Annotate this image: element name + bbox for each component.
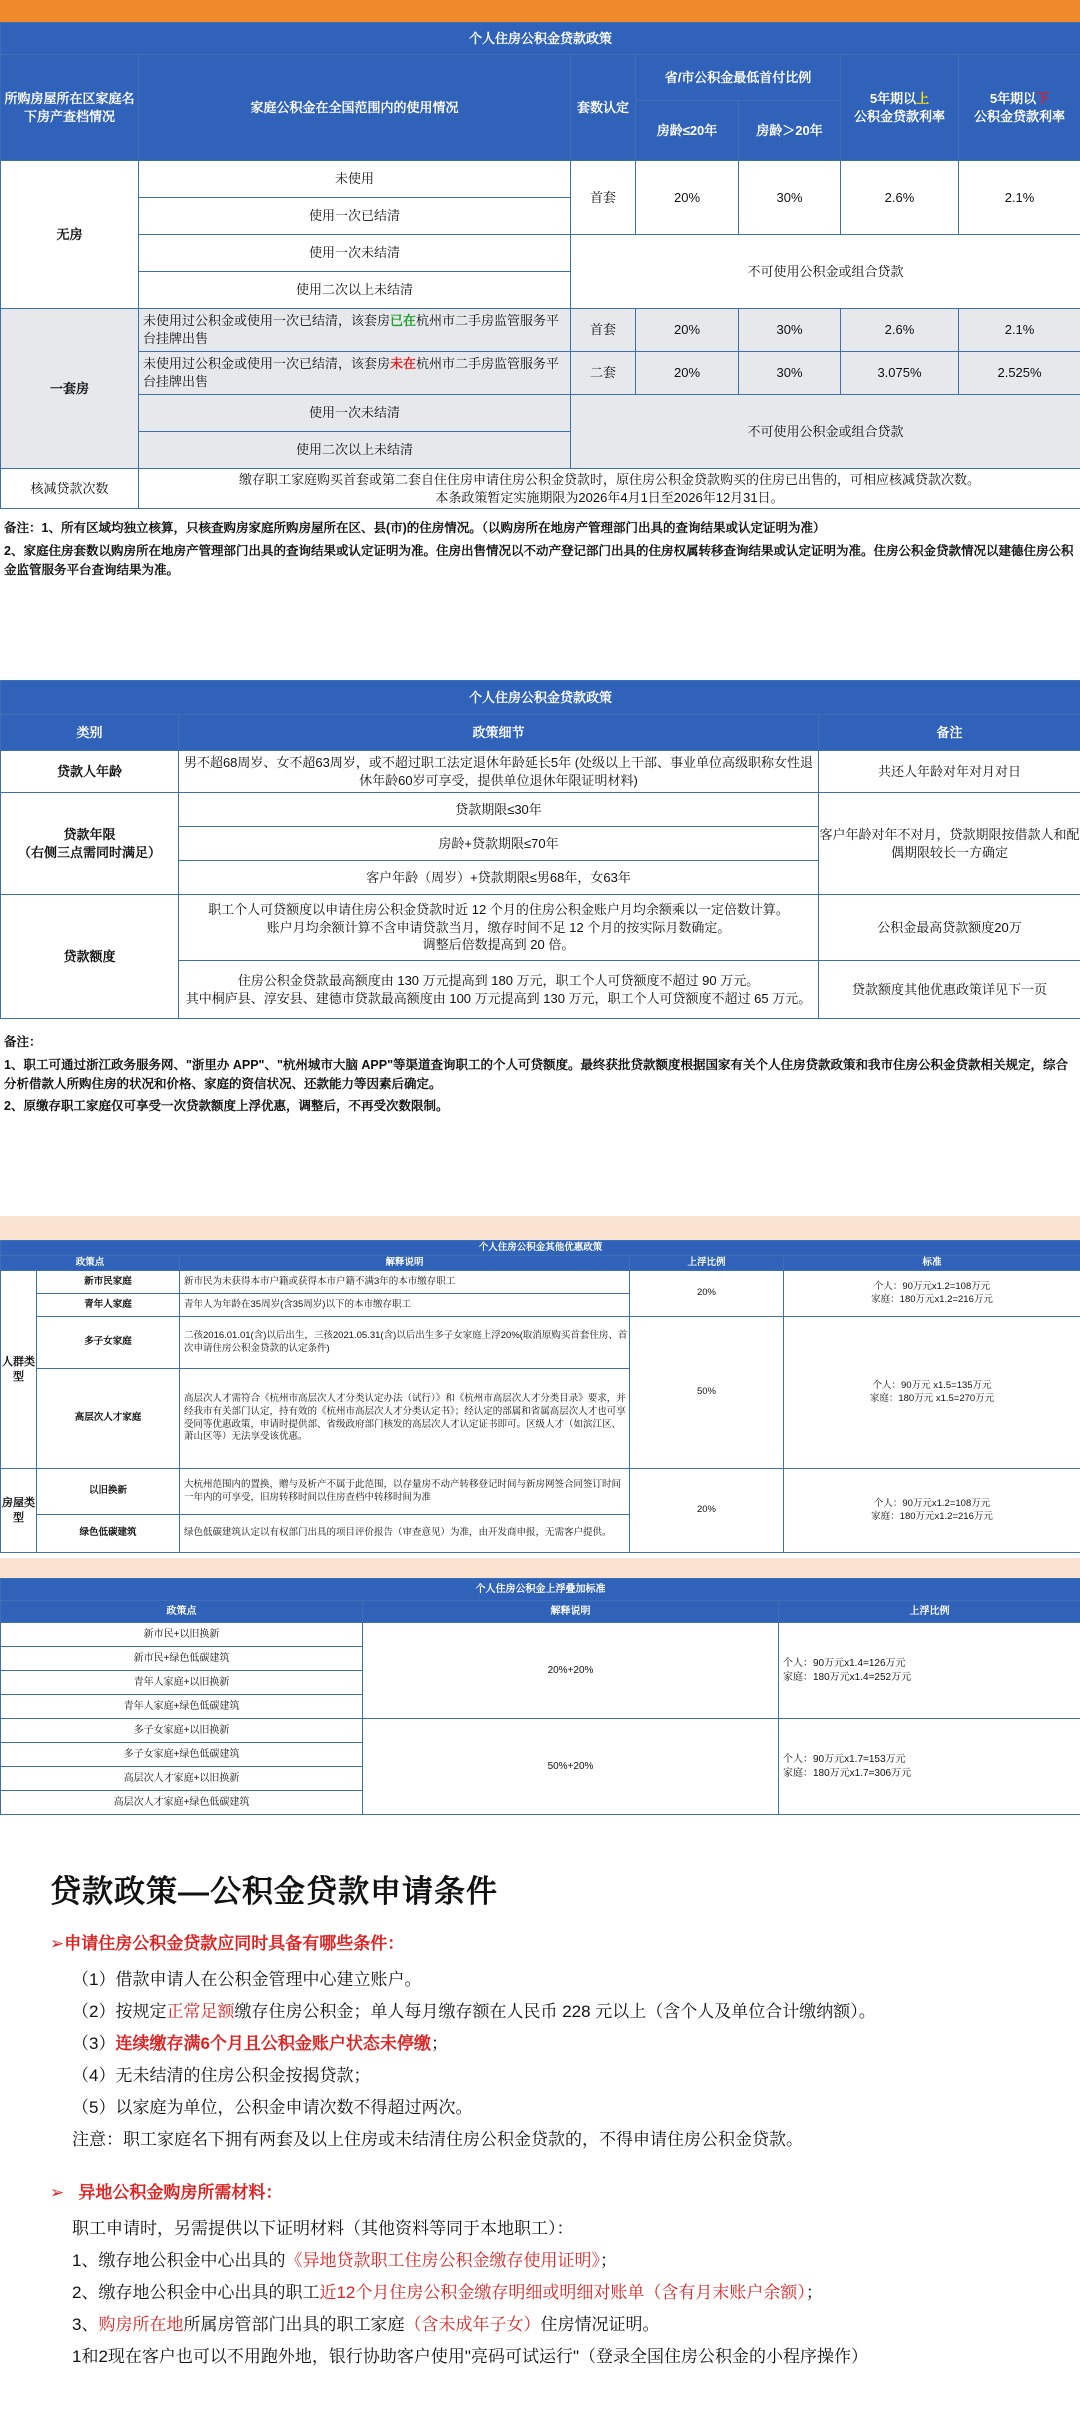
youth-desc: 青年人为年龄在35周岁(含35周岁)以下的本市缴存职工: [180, 1294, 630, 1317]
amount-label: 贷款额度: [1, 895, 179, 1019]
conditions-note: 注意：职工家庭名下拥有两套及以上住房或未结清住房公积金贷款的，不得申请住房公积金贷款。: [72, 2130, 803, 2149]
up-20: 20%: [630, 1271, 784, 1317]
swap-desc: 大杭州范围内的置换，赠与及析产不属于此范围，以存量房不动产转移登记时间与新房网签合同签订时间一年内的可享受，旧房转移时间以住房查档中转移时间为准: [180, 1469, 630, 1515]
usage-row: 使用二次以上未结清: [139, 272, 571, 309]
header-set: 套数认定: [571, 55, 636, 161]
note-2: 2、原缴存职工家庭仅可享受一次贷款额度上浮优惠，调整后，不再受次数限制。: [4, 1099, 449, 1114]
up-20b: 20%: [630, 1469, 784, 1553]
header-detail: 政策细节: [179, 715, 819, 751]
combo-row: 高层次人才家庭+绿色低碳建筑: [1, 1791, 363, 1815]
peach-band-2: [0, 1558, 1080, 1578]
reduce-text: 缴存职工家庭购买首套或第二套自住住房申请住房公积金贷款时，原住房公积金贷款购买的住房已出售的，可相应核减贷款次数。 本条政策暂定实施期限为2026年4月1日至2026年12月31日。: [139, 469, 1080, 509]
term-rule-2: 房龄+贷款期限≤70年: [179, 827, 819, 861]
material-2: 2、缴存地公积金中心出具的职工近12个月住房公积金缴存明细或明细对账单（含有月末账户余额）；: [72, 2283, 823, 2302]
table-title: 个人住房公积金贷款政策: [1, 23, 1080, 55]
arrow-icon: ➢: [50, 2183, 79, 2202]
combo-std-2: 个人：90万元x1.7=153万元 家庭：180万元x1.7=306万元: [779, 1719, 1080, 1815]
first-rate-below: 2.1%: [959, 161, 1080, 235]
note-1: 备注：1、所有区域均独立核算，只核查购房家庭所购房屋所在区、县(市)的住房情况。（以购房所在地房产管理部门出具的查询结果或认定证明为准）: [4, 521, 826, 535]
term-note: 客户年龄对年不对月，贷款期限按借款人和配偶期限较长一方确定: [819, 793, 1080, 895]
table-title: 个人住房公积金贷款政策: [1, 681, 1080, 715]
first-ratio-1: 20%: [636, 309, 739, 352]
usage-row: 使用一次未结清: [139, 235, 571, 272]
term-label: 贷款年限 （右侧三点需同时满足）: [1, 793, 179, 895]
age-note: 共还人年龄对年对月对日: [819, 751, 1080, 793]
second-rate-below: 2.525%: [959, 352, 1080, 395]
std-50: 个人：90万元 x1.5=135万元 家庭：180万元 x1.5=270万元: [784, 1317, 1080, 1469]
amount-note-1: 公积金最高贷款额度20万: [819, 895, 1080, 961]
first-set: 首套: [571, 309, 636, 352]
usage-row-listed: 未使用过公积金或使用一次已结清，该套房已在杭州市二手房监管服务平台挂牌出售: [139, 309, 571, 352]
loan-policy-table-2: [0, 680, 1080, 1120]
policy-title: 贷款政策—公积金贷款申请条件: [50, 1874, 498, 1909]
condition-3: （3）连续缴存满6个月且公积金账户状态未停缴；: [72, 2034, 448, 2053]
header-category: 类别: [1, 715, 179, 751]
new-resident: 新市民家庭: [37, 1271, 180, 1294]
first-rate-above: 2.6%: [841, 309, 959, 352]
green-building: 绿色低碳建筑: [37, 1515, 180, 1553]
second-ratio-1: 20%: [636, 352, 739, 395]
first-rate-below: 2.1%: [959, 309, 1080, 352]
combo-row: 青年人家庭+绿色低碳建筑: [1, 1695, 363, 1719]
term-rule-3: 客户年龄（周岁）+贷款期限≤男68年，女63年: [179, 861, 819, 895]
age-text: 男不超68周岁、女不超63周岁，或不超过职工法定退休年龄延长5年 (处级以上干部、事业单位高级职称女性退休年龄60岁可享受，提供单位退休年限证明材料): [179, 751, 819, 793]
group-people: 人群类型: [1, 1271, 37, 1469]
usage-row-unlisted: 未使用过公积金或使用一次已结清，该套房未在杭州市二手房监管服务平台挂牌出售: [139, 352, 571, 395]
none-house-label: 无房: [1, 161, 139, 309]
condition-2: （2）按规定正常足额缴存住房公积金；单人每月缴存额在人民币 228 元以上（含个人及单位合计缴纳额）。: [72, 2002, 876, 2021]
age-label: 贷款人年龄: [1, 751, 179, 793]
header-note: 备注: [819, 715, 1080, 751]
first-ratio-1: 20%: [636, 161, 739, 235]
usage-row: 使用一次未结清: [139, 395, 571, 432]
multi-child-desc: 二孩2016.01.01(含)以后出生，三孩2021.05.31(含)以后出生多子女家庭上浮20%(取消原购买首套住房、首次申请住房公积金贷款的认定条件): [180, 1317, 630, 1369]
condition-4: （4）无未结清的住房公积金按揭贷款；: [72, 2066, 371, 2085]
header-point: 政策点: [1, 1256, 180, 1271]
material-3: 3、购房所在地所属房管部门出具的职工家庭（含未成年子女）住房情况证明。: [72, 2315, 660, 2334]
loan-policy-table-1: [0, 22, 1080, 583]
usage-row: 使用二次以上未结清: [139, 432, 571, 469]
combo-row: 多子女家庭+以旧换新: [1, 1719, 363, 1743]
header-rate-above: 5年期以上 公积金贷款利率: [841, 55, 959, 161]
header-age-gt20: 房龄＞20年: [739, 101, 841, 161]
materials-intro: 职工申请时，另需提供以下证明材料（其他资料等同于本地职工）：: [72, 2219, 574, 2238]
header-rate-below: 5年期以下 公积金贷款利率: [959, 55, 1080, 161]
material-tip: 1和2现在客户也可以不用跑外地，银行协助客户使用"亮码可试运行"（登录全国住房公积金的小程序操作）: [72, 2347, 868, 2366]
conditions-subtitle: ➢申请住房公积金贷款应同时具备有哪些条件：: [50, 1934, 405, 1953]
second-rate-above: 3.075%: [841, 352, 959, 395]
header-ratio: 省/市公积金最低首付比例: [636, 55, 841, 101]
combo-row: 高层次人才家庭+以旧换新: [1, 1767, 363, 1791]
reduce-label: 核减贷款次数: [1, 469, 139, 509]
material-1: 1、缴存地公积金中心出具的《异地贷款职工住房公积金缴存使用证明》；: [72, 2251, 617, 2270]
combo-desc-2: 50%+20%: [363, 1719, 779, 1815]
header-desc: 解释说明: [363, 1601, 779, 1623]
combo-desc-1: 20%+20%: [363, 1623, 779, 1719]
peach-band: [0, 1216, 1080, 1240]
header-point: 政策点: [1, 1601, 363, 1623]
header-up: 上浮比例: [630, 1256, 784, 1271]
first-ratio-2: 30%: [739, 309, 841, 352]
amount-rule-1: 职工个人可贷额度以申请住房公积金贷款时近 12 个月的住房公积金账户月均余额乘以一定倍数计算。 账户月均余额计算不含申请贷款当月，缴存时间不足 12 个月的按实际月数确定。 调整后倍数提高到 20 倍。: [179, 895, 819, 961]
condition-5: （5）以家庭为单位，公积金申请次数不得超过两次。: [72, 2098, 473, 2117]
header-desc: 解释说明: [180, 1256, 630, 1271]
header-house-check: 所购房屋所在区家庭名下房产查档情况: [1, 55, 139, 161]
combo-row: 新市民+以旧换新: [1, 1623, 363, 1647]
up-50: 50%: [630, 1317, 784, 1469]
cannot-use-note: 不可使用公积金或组合贷款: [571, 235, 1080, 309]
multi-child: 多子女家庭: [37, 1317, 180, 1369]
new-resident-desc: 新市民为未获得本市户籍或获得本市户籍不满3年的本市缴存职工: [180, 1271, 630, 1294]
talent-desc: 高层次人才需符合《杭州市高层次人才分类认定办法（试行）》和《杭州市高层次人才分类目录》要求，并经我市有关部门认定，持有效的《杭州市高层次人才分类认定书》；经认定的部属和省属高层次人才也可享受同等优惠政策，申请时提供部、省级政府部门核发的高层次人才认定证书即可。区级人才（如滨江区、萧山区等）无法享受该优惠。: [180, 1369, 630, 1469]
std-20b: 个人：90万元x1.2=108万元 家庭：180万元x1.2=216万元: [784, 1469, 1080, 1553]
header-std: 标准: [784, 1256, 1080, 1271]
header-up: 上浮比例: [779, 1601, 1080, 1623]
note-header: 备注：: [4, 1035, 42, 1049]
top-accent-bar: [0, 0, 1080, 22]
note-2: 2、家庭住房套数以购房所在地房产管理部门出具的查询结果或认定证明为准。住房出售情况以不动产登记部门出具的住房权属转移查询结果或认定证明为准。住房公积金贷款情况以建德住房公积金监管服务平台查询结果为准。: [4, 543, 1074, 577]
usage-row: 使用一次已结清: [139, 198, 571, 235]
amount-note-2: 贷款额度其他优惠政策详见下一页: [819, 961, 1080, 1019]
note-1: 1、职工可通过浙江政务服务网、"浙里办 APP"、"杭州城市大脑 APP"等渠道查询职工的个人可贷额度。最终获批贷款额度根据国家有关个人住房贷款政策和我市住房公积金贷款相关规定，综合分析借款人所购住房的状况和价格、家庭的资信状况、还款能力等因素后确定。: [4, 1057, 1069, 1091]
header-age-le20: 房龄≤20年: [636, 101, 739, 161]
first-rate-above: 2.6%: [841, 161, 959, 235]
combo-row: 新市民+绿色低碳建筑: [1, 1647, 363, 1671]
materials-subtitle: ➢ 异地公积金购房所需材料：: [50, 2183, 283, 2202]
condition-1: （1）借款申请人在公积金管理中心建立账户。: [72, 1970, 422, 1989]
stacking-table: [0, 1578, 1080, 1815]
second-ratio-2: 30%: [739, 352, 841, 395]
combo-row: 多子女家庭+绿色低碳建筑: [1, 1743, 363, 1767]
second-set: 二套: [571, 352, 636, 395]
youth: 青年人家庭: [37, 1294, 180, 1317]
cannot-use-note-2: 不可使用公积金或组合贷款: [571, 395, 1080, 469]
one-house-label: 一套房: [1, 309, 139, 469]
green-building-desc: 绿色低碳建筑认定以有权部门出具的项目评价报告（审查意见）为准，由开发商申报，无需客户提供。: [180, 1515, 630, 1553]
combo-std-1: 个人：90万元x1.4=126万元 家庭：180万元x1.4=252万元: [779, 1623, 1080, 1719]
swap: 以旧换新: [37, 1469, 180, 1515]
header-usage: 家庭公积金在全国范围内的使用情况: [139, 55, 571, 161]
first-ratio-2: 30%: [739, 161, 841, 235]
arrow-icon: ➢: [50, 1934, 65, 1953]
combo-row: 青年人家庭+以旧换新: [1, 1671, 363, 1695]
application-conditions: [0, 1850, 1080, 2430]
amount-rule-2: 住房公积金贷款最高额度由 130 万元提高到 180 万元，职工个人可贷额度不超过 90 万元。 其中桐庐县、淳安县、建德市贷款最高额度由 100 万元提高到 130 万元，职工个人可贷额度不超过 65 万元。: [179, 961, 819, 1019]
term-rule-1: 贷款期限≤30年: [179, 793, 819, 827]
first-set: 首套: [571, 161, 636, 235]
table-title: 个人住房公积金上浮叠加标准: [1, 1579, 1080, 1601]
usage-row: 未使用: [139, 161, 571, 198]
other-benefits-table: [0, 1240, 1080, 1553]
table-title: 个人住房公积金其他优惠政策: [1, 1241, 1080, 1256]
talent: 高层次人才家庭: [37, 1369, 180, 1469]
group-house: 房屋类型: [1, 1469, 37, 1553]
std-20: 个人：90万元x1.2=108万元 家庭：180万元x1.2=216万元: [784, 1271, 1080, 1317]
